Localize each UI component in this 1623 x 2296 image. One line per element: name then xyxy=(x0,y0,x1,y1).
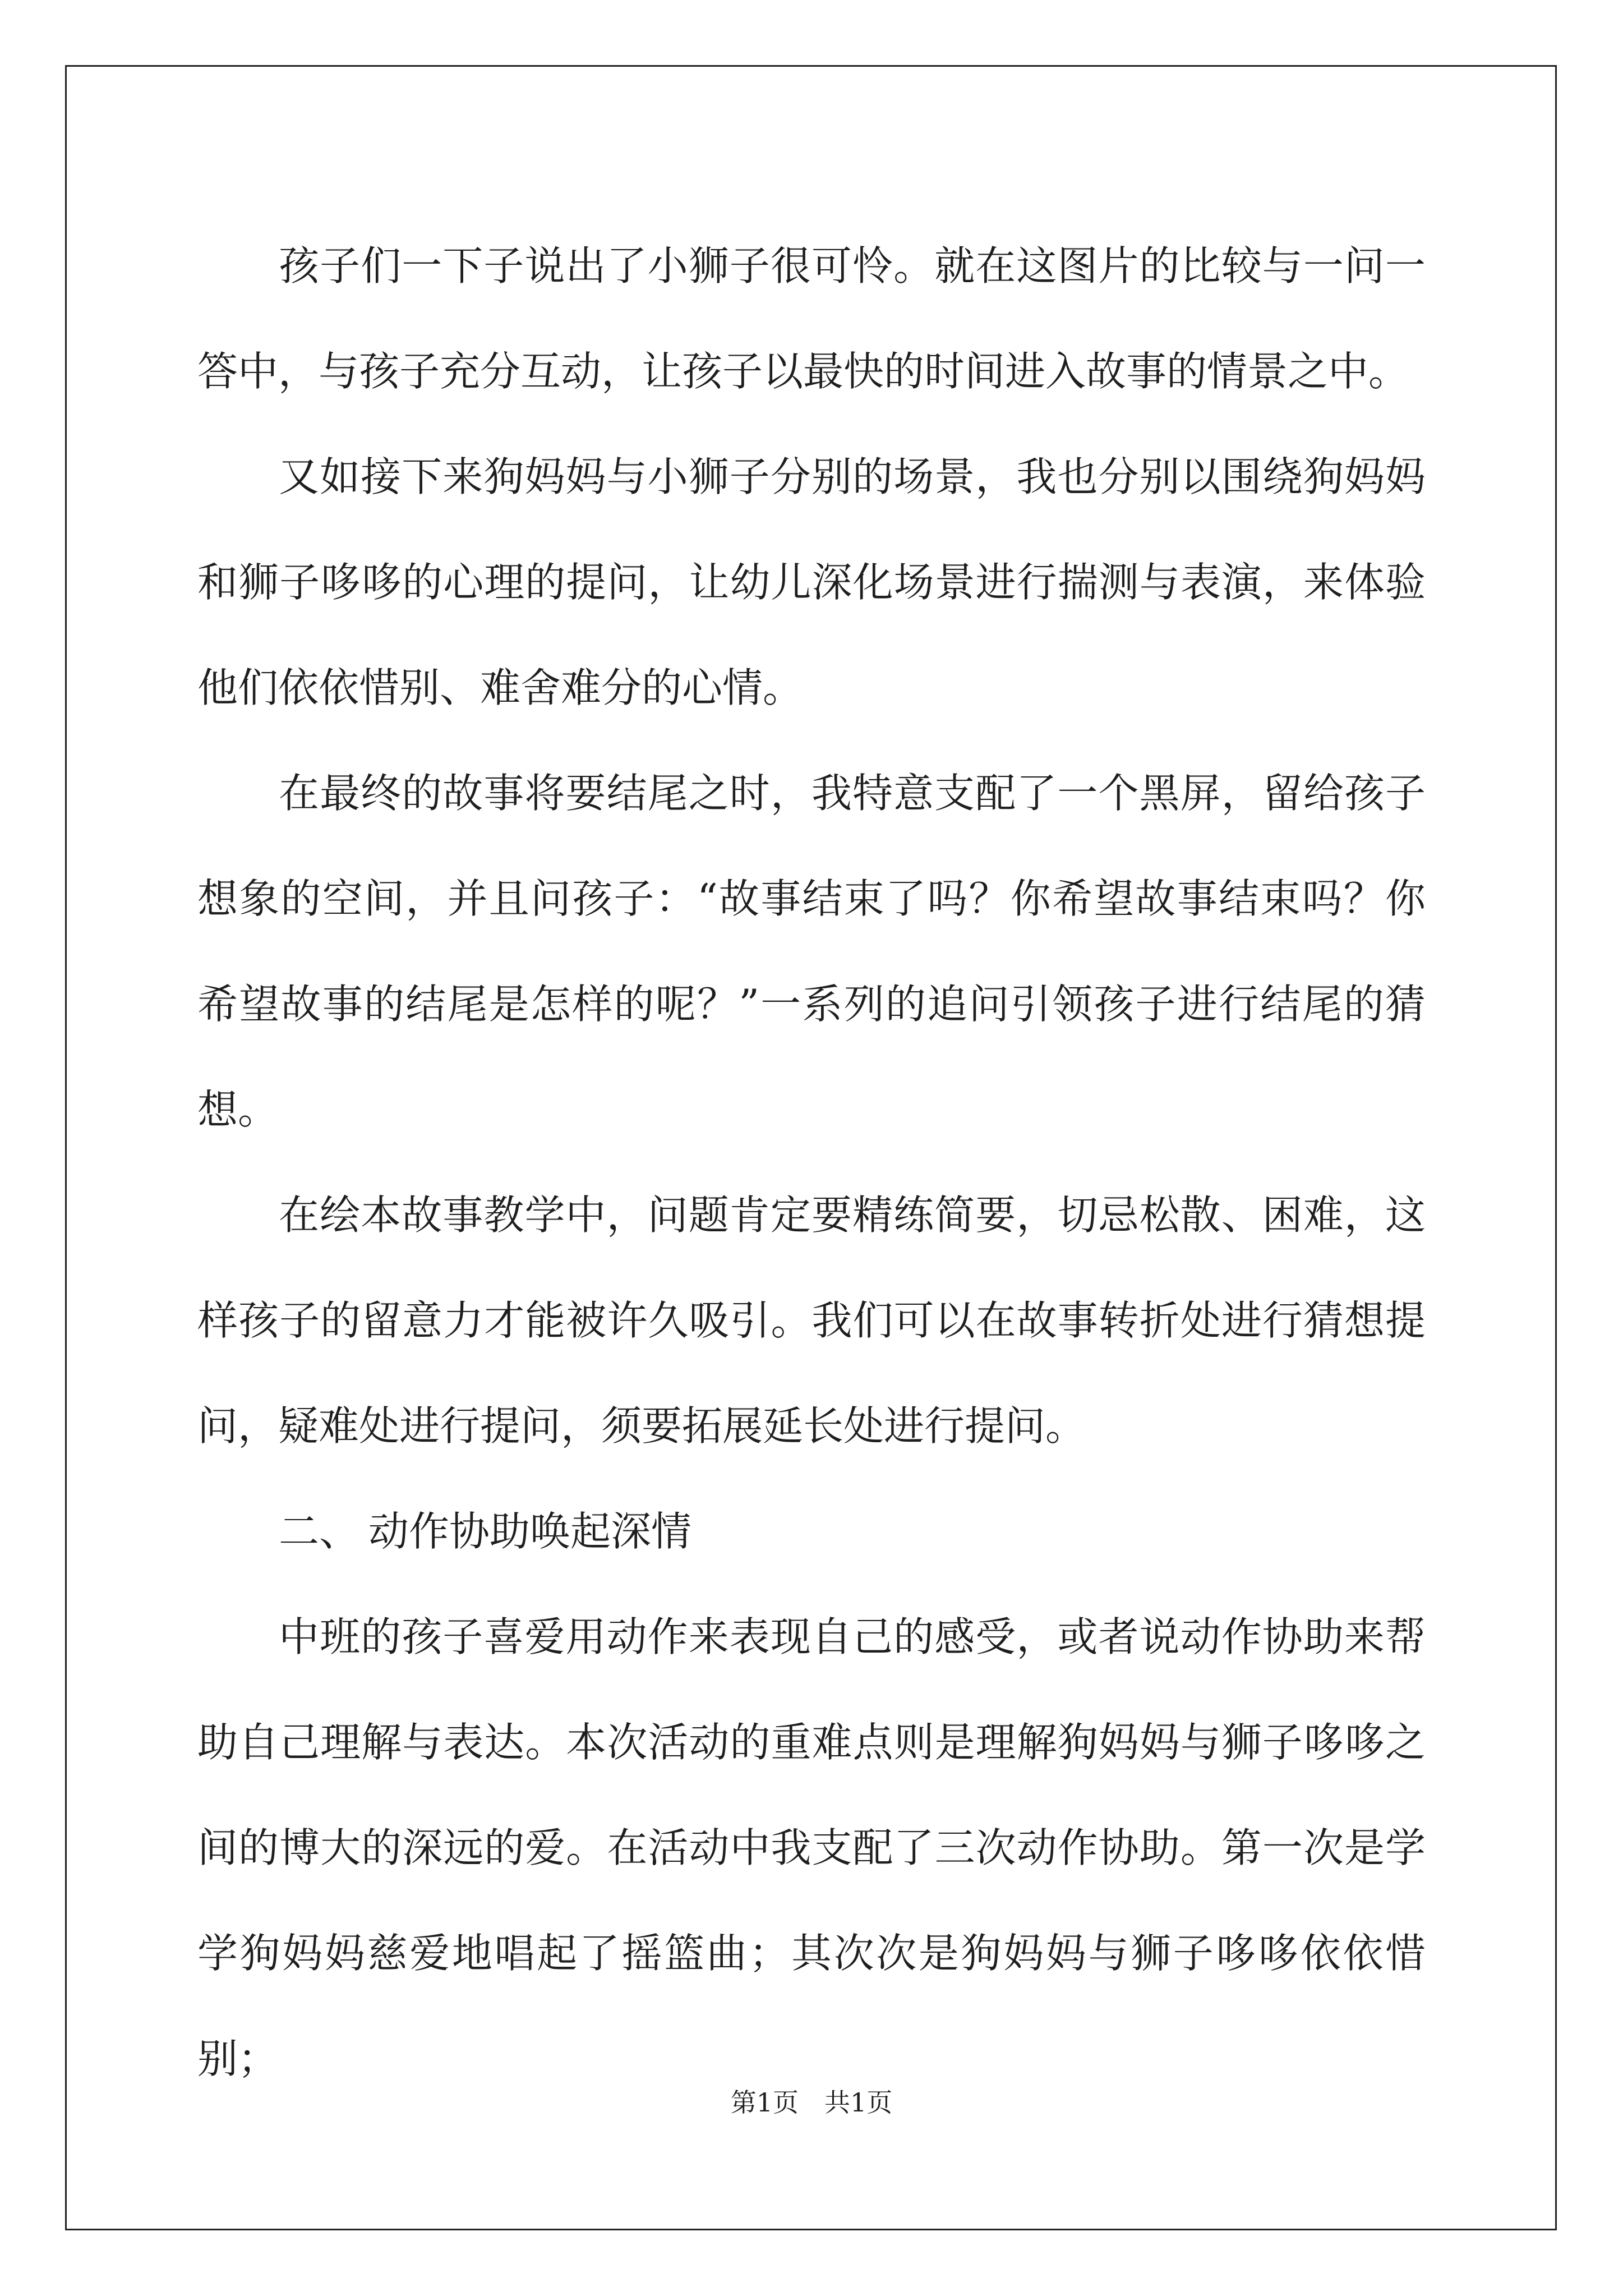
section-heading xyxy=(197,1479,1426,1584)
page-footer xyxy=(0,2086,1623,2119)
section-heading-number: 二、 xyxy=(279,1508,360,1555)
document-body xyxy=(197,213,1426,2111)
section-heading-title: 动作协助唤起深情 xyxy=(368,1508,692,1555)
paragraph-3: 在最终的故事将要结尾之时，我特意支配了一个黑屏，留给孩子想象的空间，并且问孩子：“故事结束了吗？你希望故事结束吗？你希望故事的结尾是怎样的呢？”一系列的追问引领孩子进行结尾的猜想。 xyxy=(197,770,1426,1133)
paragraph-4: 在绘本故事教学中，问题肯定要精练简要，切忌松散、困难，这样孩子的留意力才能被许久吸引。我们可以在故事转折处进行猜想提问，疑难处进行提问，须要拓展延长处进行提问。 xyxy=(197,1191,1426,1450)
paragraph-1: 孩子们一下子说出了小狮子很可怜。就在这图片的比较与一问一答中，与孩子充分互动，让孩子以最快的时间进入故事的情景之中。 xyxy=(197,242,1426,395)
page-number-label: 第1页 共1页 xyxy=(730,2087,893,2118)
paragraph-5: 中班的孩子喜爱用动作来表现自己的感受，或者说动作协助来帮助自己理解与表达。本次活动的重难点则是理解狗妈妈与狮子哆哆之间的博大的深远的爱。在活动中我支配了三次动作协助。第一次是学学狗妈妈慈爱地唱起了摇篮曲；其次次是狗妈妈与狮子哆哆依依惜别； xyxy=(197,1613,1426,2082)
paragraph-2: 又如接下来狗妈妈与小狮子分别的场景，我也分别以围绕狗妈妈和狮子哆哆的心理的提问，让幼儿深化场景进行揣测与表演，来体验他们依依惜别、难舍难分的心情。 xyxy=(197,453,1426,711)
